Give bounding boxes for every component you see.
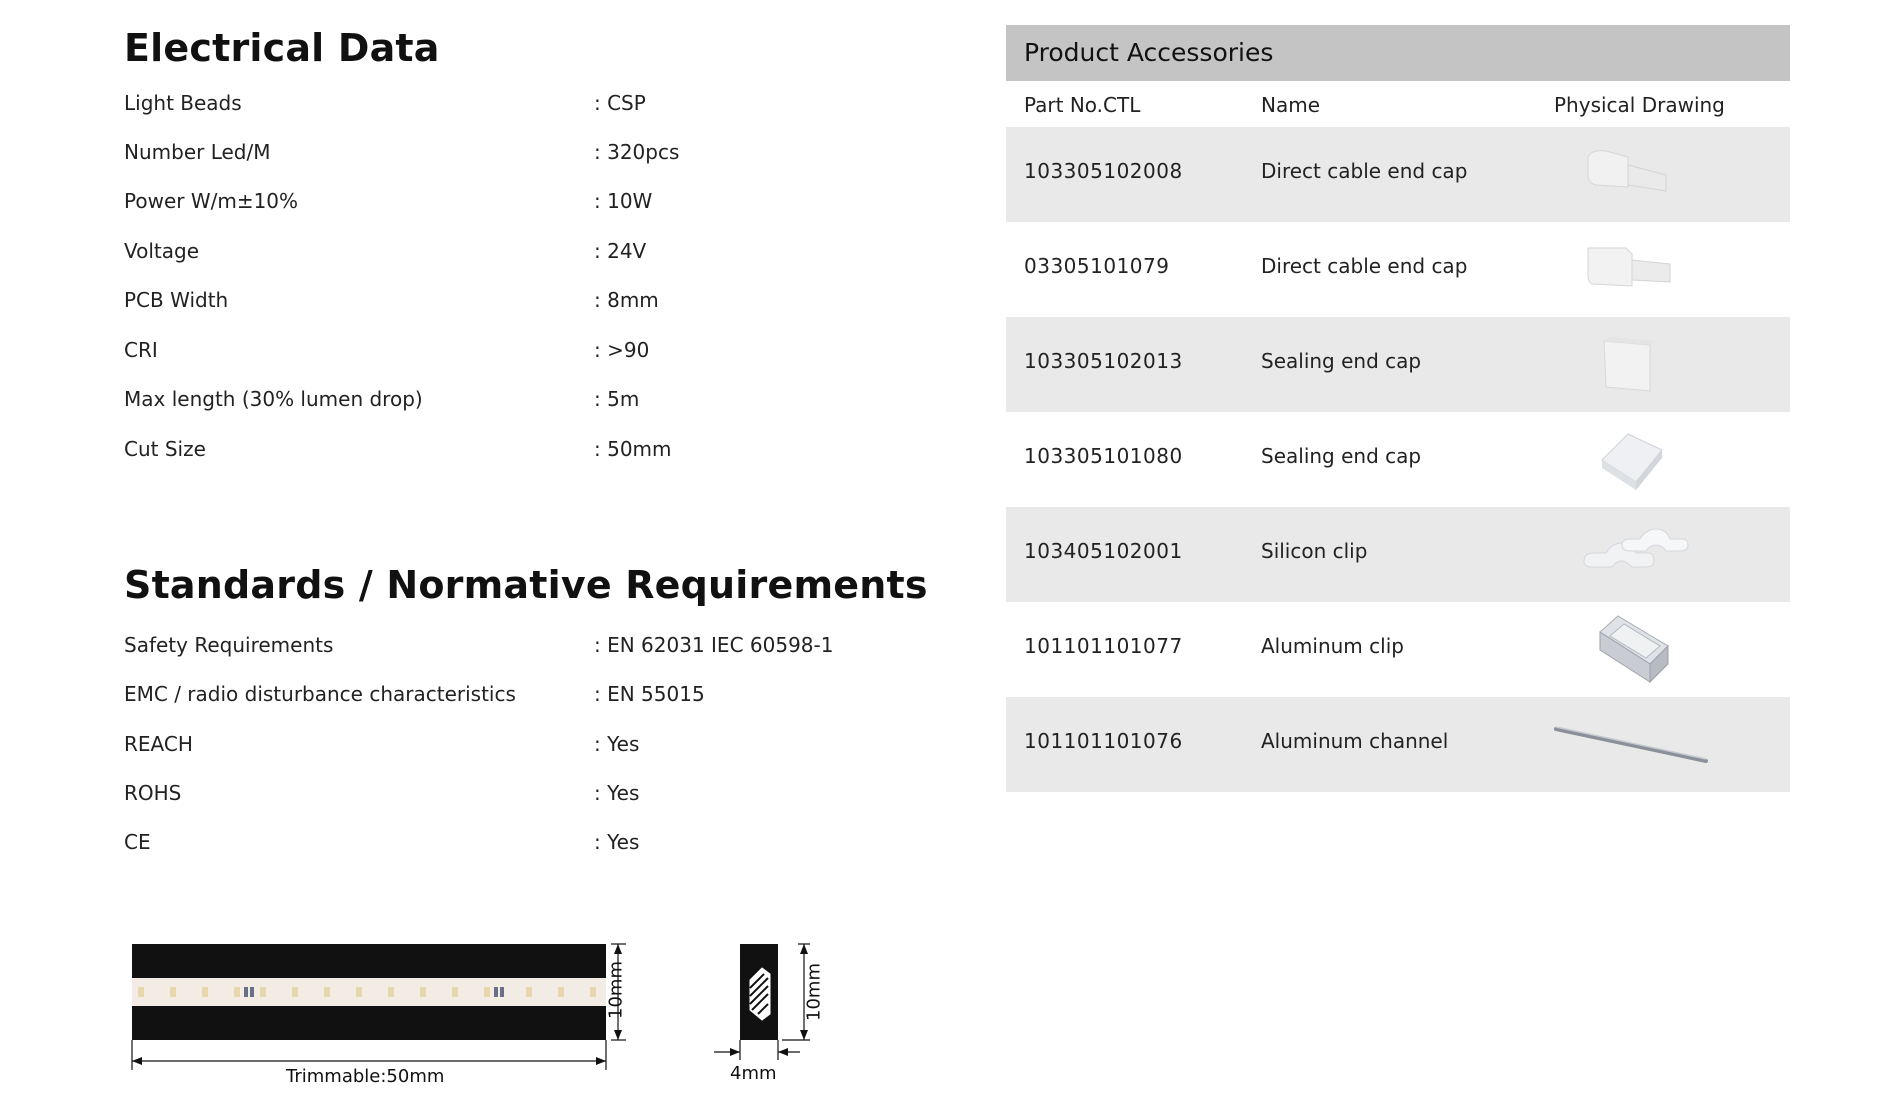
part-number: 101101101076	[1024, 729, 1183, 753]
accessories-header-row	[1006, 81, 1790, 127]
spec-row-voltage	[124, 239, 824, 269]
table-row	[1006, 507, 1790, 602]
part-number: 101101101077	[1024, 634, 1183, 658]
spec-label: CRI	[124, 338, 158, 362]
spec-row-number-led	[124, 140, 824, 170]
header-part-no: Part No.CTL	[1024, 93, 1141, 117]
table-row	[1006, 697, 1790, 792]
spec-label: Number Led/M	[124, 140, 271, 164]
direct-cable-end-cap-icon	[1566, 135, 1706, 215]
part-name: Silicon clip	[1261, 539, 1368, 563]
profile-width-label: 4mm	[730, 1063, 777, 1084]
part-name: Aluminum clip	[1261, 634, 1404, 658]
spec-row-max-length	[124, 387, 824, 417]
spec-label: Light Beads	[124, 91, 242, 115]
table-row	[1006, 222, 1790, 317]
table-row	[1006, 412, 1790, 507]
header-physical-drawing: Physical Drawing	[1554, 93, 1725, 117]
spec-label: Power W/m±10%	[124, 189, 299, 213]
spec-row-emc	[124, 682, 824, 712]
spec-row-safety	[124, 633, 834, 663]
part-number: 103305102008	[1024, 159, 1183, 183]
part-number: 103305101080	[1024, 444, 1183, 468]
spec-value: : Yes	[594, 830, 640, 854]
spec-row-rohs	[124, 781, 824, 811]
spec-row-reach	[124, 732, 824, 762]
spec-row-ce	[124, 830, 824, 860]
part-name: Direct cable end cap	[1261, 159, 1468, 183]
led-strip-drawing	[126, 940, 646, 1090]
spec-label: REACH	[124, 732, 193, 756]
direct-cable-end-cap-icon	[1566, 230, 1706, 310]
spec-value: : CSP	[594, 91, 646, 115]
spec-value: : >90	[594, 338, 650, 362]
accessories-title: Product Accessories	[1006, 25, 1790, 81]
spec-row-pcb-width	[124, 288, 824, 318]
spec-value: : 8mm	[594, 288, 659, 312]
spec-label: CE	[124, 830, 151, 854]
spec-row-power	[124, 189, 824, 219]
part-number: 103305102013	[1024, 349, 1183, 373]
spec-row-light-beads	[124, 91, 824, 121]
spec-label: ROHS	[124, 781, 182, 805]
aluminum-clip-icon	[1566, 610, 1706, 690]
spec-value: : Yes	[594, 781, 640, 805]
spec-value: : Yes	[594, 732, 640, 756]
header-name: Name	[1261, 93, 1321, 117]
part-name: Direct cable end cap	[1261, 254, 1468, 278]
spec-value: : 320pcs	[594, 140, 680, 164]
strip-height-label: 10mm	[605, 961, 627, 1019]
table-row	[1006, 317, 1790, 412]
spec-label: Voltage	[124, 239, 200, 263]
spec-row-cut-size	[124, 437, 824, 467]
part-number: 103405102001	[1024, 539, 1183, 563]
profile-drawing	[710, 940, 840, 1090]
part-name: Sealing end cap	[1261, 444, 1422, 468]
part-name: Sealing end cap	[1261, 349, 1422, 373]
spec-value: : EN 62031 IEC 60598-1	[594, 633, 834, 657]
profile-height-label: 10mm	[803, 963, 825, 1021]
spec-label: PCB Width	[124, 288, 229, 312]
accessories-table	[1006, 25, 1790, 792]
spec-row-cri	[124, 338, 824, 368]
spec-value: : 50mm	[594, 437, 672, 461]
spec-label: Safety Requirements	[124, 633, 334, 657]
spec-value: : 24V	[594, 239, 647, 263]
spec-value: : 10W	[594, 189, 653, 213]
part-name: Aluminum channel	[1261, 729, 1449, 753]
table-row	[1006, 127, 1790, 222]
standards-title: Standards / Normative Requirements	[124, 563, 928, 607]
spec-label: EMC / radio disturbance characteristics	[124, 682, 516, 706]
part-number: 03305101079	[1024, 254, 1170, 278]
spec-label: Cut Size	[124, 437, 206, 461]
table-row	[1006, 602, 1790, 697]
aluminum-channel-icon	[1546, 705, 1716, 785]
sealing-end-cap-icon	[1566, 420, 1706, 500]
sealing-end-cap-icon	[1566, 325, 1706, 405]
silicon-clip-icon	[1566, 515, 1706, 595]
spec-label: Max length (30% lumen drop)	[124, 387, 423, 411]
trimmable-label: Trimmable:50mm	[286, 1066, 445, 1087]
electrical-data-title: Electrical Data	[124, 26, 440, 70]
spec-value: : EN 55015	[594, 682, 705, 706]
spec-value: : 5m	[594, 387, 640, 411]
